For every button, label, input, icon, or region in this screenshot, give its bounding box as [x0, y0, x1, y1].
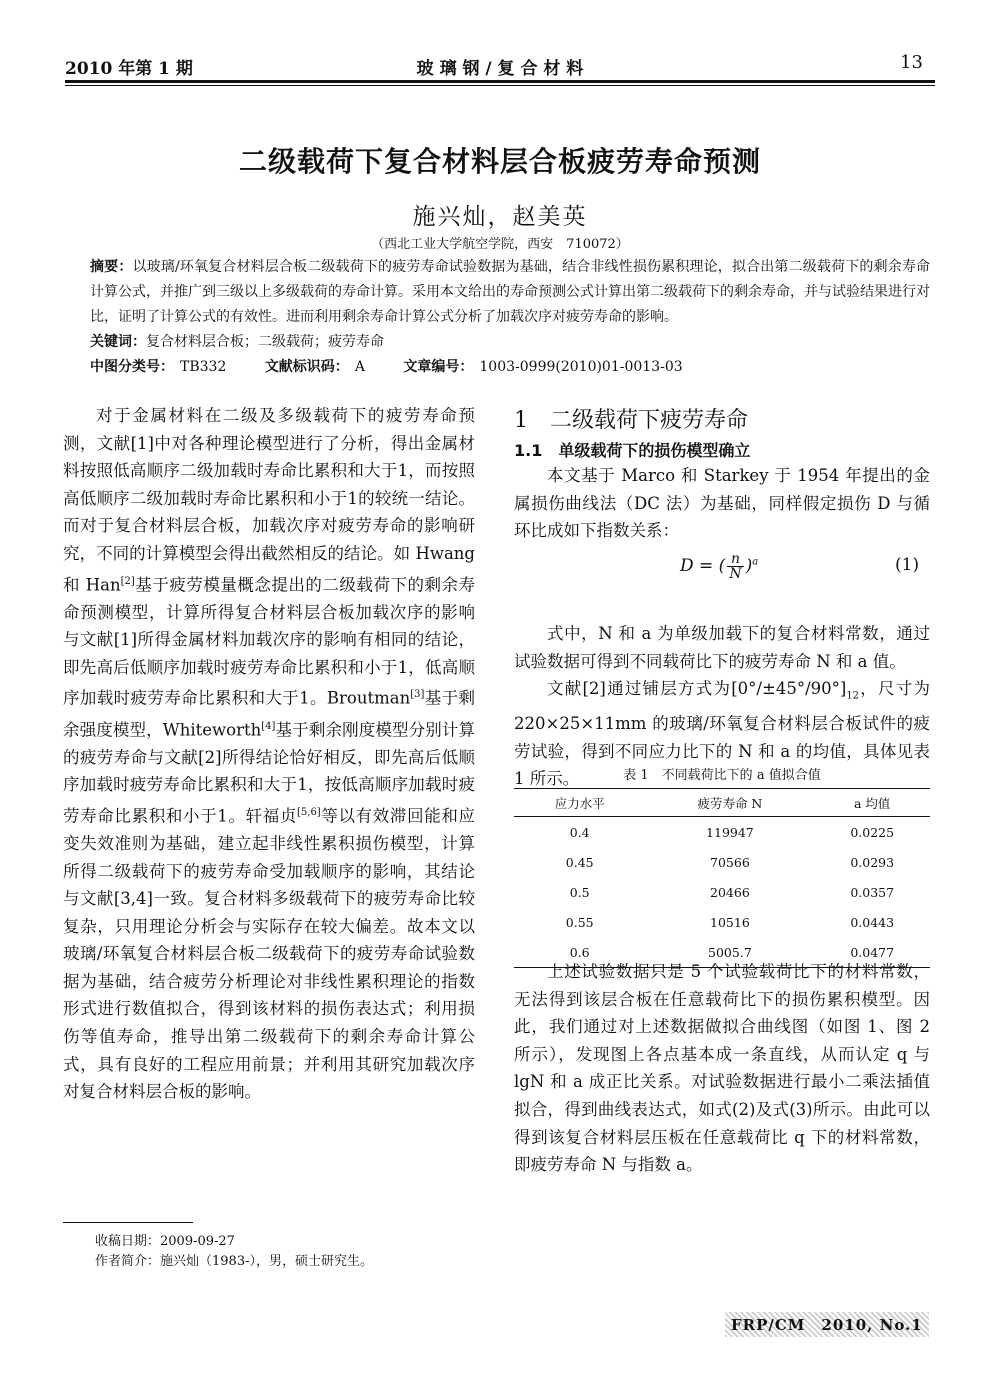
table-1 [514, 788, 930, 968]
article-number-value: 1003-0999(2010)01-0013-03 [479, 359, 683, 375]
intro-paragraph: 对于金属材料在二级及多级载荷下的疲劳寿命预测，文献[1]中对各种理论模型进行了分析，得出金属材料按照低高顺序二级加载时寿命比累积和大于1，而按照高低顺序二级加载时寿命比累积和小于1的较统一结论。而对于复合材料层合板，加载次序对疲劳寿命的影响研究，不同的计算模型会得出截然相反的结论。如 Hwang 和 Han[2]基于疲劳模量概念提出的二级载荷下的剩余寿命预测模型，计算所得复合材料层合板加载次序的影响与文献[1]所得金属材料加载次序的影响有相同的结论，即先高后低顺序加载时疲劳寿命比累积和小于1，低高顺序加载时疲劳寿命比累积和大于1。Broutman[3]基于剩余强度模型，Whiteworth[4]基于剩余刚度模型分别计算的疲劳寿命与文献[2]所得结论恰好相反，即先高后低顺序加载时疲劳寿命比累积和大于1，按低高顺序加载时疲劳寿命比累积和小于1。轩福贞[5,6]等以有效滞回能和应变失效准则为基础，建立起非线性累积损伤模型，计算所得二级载荷下的疲劳寿命受加载顺序的影响，其结论与文献[3,4]一致。复合材料多级载荷下的疲劳寿命比较复杂，只用理论分析会与实际存在较大偏差。故本文以玻璃/环氧复合材料层合板二级载荷下的疲劳寿命试验数据为基础，结合疲劳分析理论对非线性累积理论的指数形式进行数值拟合，得到该材料的损伤表达式；利用损伤等值寿命，推导出第二级载荷下的剩余寿命计算公式，具有良好的工程应用前景；并利用其研究加载次序对复合材料层合板的影响。 [63, 406, 476, 1102]
equation-number: (1) [895, 555, 920, 575]
article-number-label: 文章编号： [403, 359, 474, 375]
citation-4: [4] [261, 720, 276, 732]
citation-3: [3] [410, 689, 425, 701]
clc-label: 中图分类号： [90, 359, 174, 375]
authors: 施兴灿，赵美英 [412, 204, 588, 230]
header-rule-thin [65, 85, 935, 86]
left-column [63, 402, 475, 1106]
table-header-stress: 应力水平 [514, 789, 645, 817]
header-page-number: 13 [900, 52, 923, 73]
equation-exponent: a [752, 556, 759, 568]
clc-value: TB332 [180, 359, 227, 375]
header-journal: 玻 璃 钢 / 复 合 材 料 [416, 59, 584, 79]
classification-line [90, 356, 930, 376]
equation-denominator: N [729, 566, 742, 582]
footnote-author-bio: 作者简介：施兴灿（1983-），男，硕士研究生。 [95, 1254, 373, 1269]
section-paragraph-3: 上述试验数据只是 5 个试验载荷比下的材料常数，无法得到该层合板在任意载荷比下的损伤累积模型。因此，我们通过对上述数据做拟合曲线图（如图 1、图 2 所示），发现图上各点基本成一条直线，从而认定 q 与 lgN 和 a 成正比关系。对试验数据进行最小二乘法插值拟合，得到曲线表达式，如式(2)及式(3)所示。由此可以得到该复合材料层压板在任意载荷比 q 下的材料常数，即疲劳寿命 N 与指数 a。 [514, 962, 930, 1175]
doc-code-label: 文献标识码： [264, 359, 349, 375]
keywords-label: 关键词： [90, 334, 146, 350]
subsection-heading: 1.1 单级载荷下的损伤模型确立 [514, 441, 751, 460]
table-row: 0.45 70566 0.0293 [565, 854, 895, 870]
table-row: 0.6 5005.7 0.0477 [514, 937, 930, 968]
section-paragraph-1: 本文基于 Marco 和 Starkey 于 1954 年提出的金属损伤曲线法（DC 法）为基础，同样假定损伤 D 与循环比成如下指数关系： [514, 466, 930, 541]
header-issue: 2010 年第 1 期 [65, 59, 193, 79]
citation-2: [2] [120, 575, 135, 587]
doc-code-value: A [354, 359, 365, 375]
footnote-received: 收稿日期：2009-09-27 [95, 1234, 235, 1249]
equation-numerator: n [727, 552, 743, 567]
table-header-life: 疲劳寿命 N [645, 789, 814, 817]
table-row: 0.4 119947 0.0225 [569, 824, 895, 840]
abstract-text: 以玻璃/环氧复合材料层合板二级载荷下的疲劳寿命试验数据为基础，结合非线性损伤累积理论，拟合出第二级载荷下的剩余寿命计算公式，并推广到三级以上多级载荷的寿命计算。采用本文给出的寿命预测公式计算出第二级载荷下的剩余寿命，并与试验结果进行对比，证明了计算公式的有效性。进而利用剩余寿命计算公式分析了加载次序对疲劳寿命的影响。 [90, 259, 931, 325]
page-title: 二级载荷下复合材料层合板疲劳寿命预测 [238, 145, 761, 178]
footnote-rule [63, 1222, 193, 1223]
table-row: 0.55 10516 0.0443 [565, 914, 895, 930]
table-row: 0.5 20466 0.0357 [569, 884, 895, 900]
affiliation: （西北工业大学航空学院，西安 710072） [371, 237, 629, 252]
keywords [90, 331, 384, 351]
table-caption: 表 1 不同载荷比下的 a 值拟合值 [623, 768, 821, 783]
keywords-text: 复合材料层合板；二级载荷；疲劳寿命 [146, 334, 384, 350]
abstract [90, 255, 930, 330]
table-header-a: a 均值 [814, 789, 930, 817]
section-heading: 1 二级载荷下疲劳寿命 [514, 408, 748, 433]
citation-5-6: [5,6] [297, 806, 321, 818]
equation-1: D = ( $\frac{n}{N}$ )$^a$ [680, 551, 759, 582]
header-rule-thick [65, 80, 935, 83]
footer-journal-mark: FRP/CM 2010, No.1 [725, 1312, 929, 1337]
abstract-label: 摘要： [90, 259, 133, 275]
section-paragraph-2: 式中，N 和 a 为单级加载下的复合材料常数，通过试验数据可得到不同载荷比下的疲劳寿命 N 和 a 值。 文献[2]通过铺层方式为$[0^\circ/\pm 45^\circ/90^\circ]_{12}$，尺寸为 220×25×11mm 的玻璃/环氧复合材料层合板试件的疲劳试验，得到不同应力比下的 N 和 a 的均值，具体见表 1 所示。 [514, 624, 930, 789]
